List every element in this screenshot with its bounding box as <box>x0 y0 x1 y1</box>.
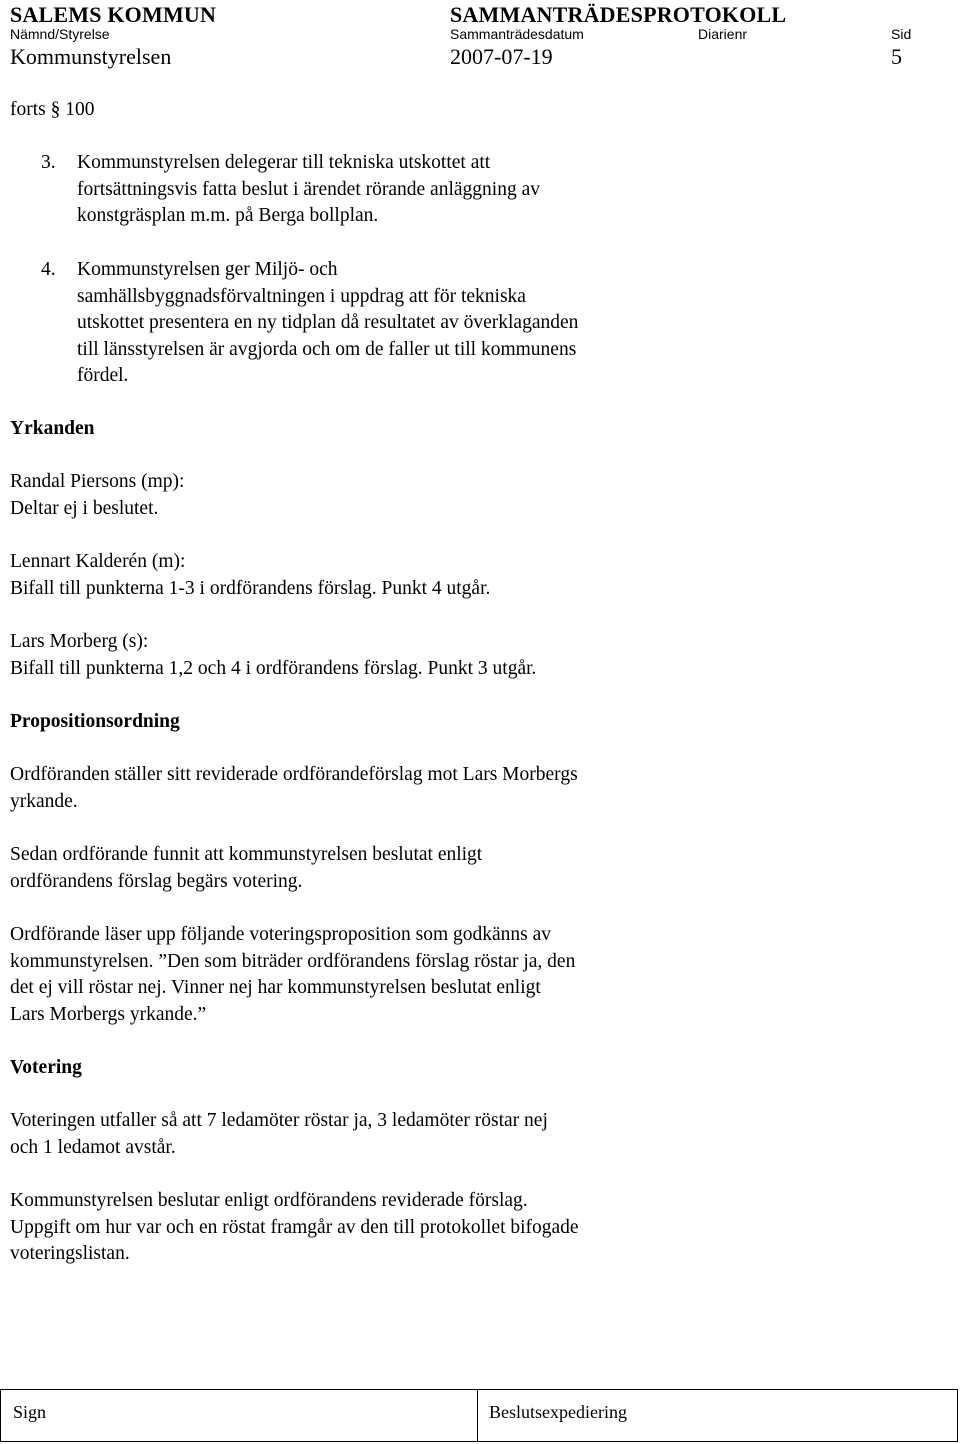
item-3-number: 3. <box>41 152 56 173</box>
signature-footer <box>0 1389 958 1442</box>
yrkande-morberg <box>10 629 940 682</box>
paragraph-line: Uppgift om hur var och en röstat framgår av den till protokollet bifogade <box>10 1216 579 1238</box>
yrkande-speaker: Lennart Kalderén (m): <box>10 551 186 572</box>
yrkande-speaker: Lars Morberg (s): <box>10 631 149 652</box>
footer-divider <box>477 1390 478 1441</box>
registration-number-label: Diarienr <box>698 26 748 42</box>
item-4-number: 4. <box>41 259 56 280</box>
yrkande-text: Bifall till punkterna 1,2 och 4 i ordförandens förslag. Punkt 3 utgår. <box>10 657 537 679</box>
expedition-label: Beslutsexpediering <box>489 1402 627 1422</box>
sign-label: Sign <box>13 1402 47 1422</box>
page-number: 5 <box>891 44 902 69</box>
yrkande-text: Bifall till punkterna 1-3 i ordförandens förslag. Punkt 4 utgår. <box>10 577 491 599</box>
votering-heading: Votering <box>10 1057 82 1078</box>
propositionsordning-paragraph <box>10 922 940 1028</box>
yrkanden-heading: Yrkanden <box>10 418 95 439</box>
page-number-label: Sid <box>891 26 912 42</box>
paragraph-line: ordförandens förslag begärs votering. <box>10 870 303 892</box>
votering-paragraph <box>10 1188 940 1268</box>
paragraph-line: yrkande. <box>10 790 78 812</box>
paragraph-line: Lars Morbergs yrkande.” <box>10 1003 207 1025</box>
item-3-line: konstgräsplan m.m. på Berga bollplan. <box>77 205 379 226</box>
propositionsordning-paragraph <box>10 762 940 815</box>
section-continuation: forts § 100 <box>10 99 95 120</box>
paragraph-line: Voteringen utfaller så att 7 ledamöter röstar ja, 3 ledamöter röstar nej <box>10 1110 548 1131</box>
yrkande-kalderen <box>10 549 940 602</box>
item-3-line: fortsättningsvis fatta beslut i ärendet rörande anläggning av <box>77 178 540 200</box>
item-4-line: samhällsbyggnadsförvaltningen i uppdrag att för tekniska <box>77 285 526 307</box>
paragraph-line: kommunstyrelsen. ”Den som biträder ordförandens förslag röstar ja, den <box>10 950 576 972</box>
paragraph-line: Ordföranden ställer sitt reviderade ordförandeförslag mot Lars Morbergs <box>10 764 578 785</box>
item-4-line: Kommunstyrelsen ger Miljö- och <box>77 259 338 280</box>
votering-paragraph <box>10 1108 940 1161</box>
meeting-date: 2007-07-19 <box>450 44 553 69</box>
propositionsordning-heading: Propositionsordning <box>10 711 180 732</box>
item-3-text <box>77 150 717 230</box>
paragraph-line: Sedan ordförande funnit att kommunstyrelsen beslutat enligt <box>10 844 483 865</box>
item-4-text <box>77 257 717 390</box>
paragraph-line: voteringslistan. <box>10 1243 130 1264</box>
board-label: Nämnd/Styrelse <box>10 26 110 42</box>
item-4-line: fördel. <box>77 365 129 386</box>
propositionsordning-paragraph <box>10 842 940 895</box>
document-header <box>10 0 950 72</box>
yrkande-piersons <box>10 469 940 522</box>
municipality-name: SALEMS KOMMUN <box>10 2 217 27</box>
item-3-line: Kommunstyrelsen delegerar till tekniska utskottet att <box>77 152 491 173</box>
board-name: Kommunstyrelsen <box>10 44 172 69</box>
paragraph-line: och 1 ledamot avstår. <box>10 1136 176 1158</box>
meeting-date-label: Sammanträdesdatum <box>450 26 584 42</box>
yrkande-text: Deltar ej i beslutet. <box>10 497 159 519</box>
yrkande-speaker: Randal Piersons (mp): <box>10 471 185 492</box>
paragraph-line: det ej vill röstar nej. Vinner nej har kommunstyrelsen beslutat enligt <box>10 977 541 998</box>
paragraph-line: Kommunstyrelsen beslutar enligt ordförandens reviderade förslag. <box>10 1190 528 1211</box>
item-4-line: utskottet presentera en ny tidplan då resultatet av överklaganden <box>77 312 579 333</box>
document-type: SAMMANTRÄDESPROTOKOLL <box>450 2 787 27</box>
paragraph-line: Ordförande läser upp följande voteringsproposition som godkänns av <box>10 924 552 945</box>
item-4-line: till länsstyrelsen är avgjorda och om de faller ut till kommunens <box>77 338 577 360</box>
